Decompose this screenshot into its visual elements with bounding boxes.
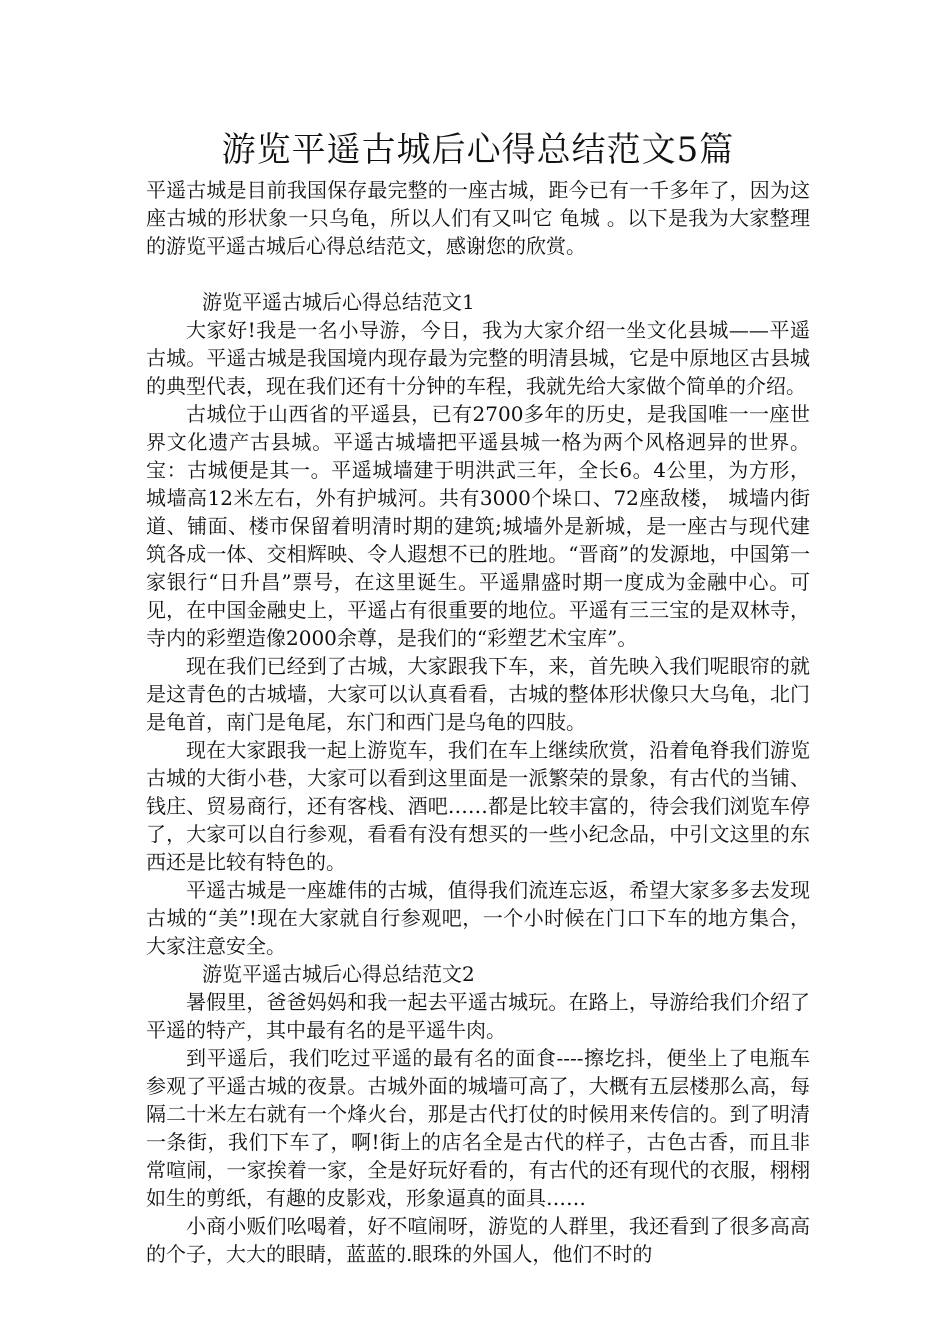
section-heading: 游览平遥古城后心得总结范文1	[202, 290, 475, 314]
body-paragraph: 暑假里，爸爸妈妈和我一起去平遥古城玩。在路上，导游给我们介绍了平遥的特产，其中最有名的是平遥牛肉。	[146, 990, 810, 1042]
document-body	[146, 176, 810, 1268]
body-paragraph: 古城位于山西省的平遥县，已有2700多年的历史，是我国唯一一座世界文化遗产古县城。平遥古城墙把平遥县城一格为两个风格迥异的世界。宝：古城便是其一。平遥城墙建于明洪武三年，全长6。4公里，为方形，城墙高12米左右，外有护城河。共有3000个垛口、72座敌楼， 城墙内街道、铺面、楼市保留着明清时期的建筑;城墙外是新城，是一座古与现代建筑各成一体、交相辉映、令人遐想不已的胜地。“晋商”的发源地，中国第一家银行“日升昌”票号，在这里诞生。平遥鼎盛时期一度成为金融中心。可见，在中国金融史上，平遥占有很重要的地位。平遥有三三宝的是双林寺，寺内的彩塑造像2000余尊，是我们的“彩塑艺术宝库”。	[146, 402, 810, 650]
body-paragraph: 平遥古城是一座雄伟的古城，值得我们流连忘返，希望大家多多去发现古城的“美”!现在大家就自行参观吧，一个小时候在门口下车的地方集合，大家注意安全。	[146, 878, 810, 958]
document-page	[146, 128, 810, 1268]
body-paragraph: 小商小贩们吆喝着，好不喧闹呀，游览的人群里，我还看到了很多高高的个子，大大的眼睛，蓝蓝的.眼珠的外国人，他们不时的	[146, 1214, 810, 1266]
body-paragraph: 大家好!我是一名小导游，今日，我为大家介绍一坐文化县城——平遥古城。平遥古城是我国境内现存最为完整的明清县城，它是中原地区古县城的典型代表，现在我们还有十分钟的车程，我就先给大家做个简单的介绍。	[146, 318, 810, 398]
body-paragraph: 到平遥后，我们吃过平遥的最有名的面食----擦圪抖，便坐上了电瓶车参观了平遥古城的夜景。古城外面的城墙可高了，大概有五层楼那么高，每隔二十米左右就有一个烽火台，那是古代打仗的时候用来传信的。到了明清一条街，我们下车了，啊!街上的店名全是古代的样子，古色古香，而且非常喧闹，一家挨着一家，全是好玩好看的，有古代的还有现代的衣服，栩栩如生的剪纸，有趣的皮影戏，形象逼真的面具……	[146, 1046, 810, 1210]
intro-paragraph: 平遥古城是目前我国保存最完整的一座古城，距今已有一千多年了，因为这座古城的形状象一只乌龟，所以人们有又叫它 龟城 。以下是我为大家整理的游览平遥古城后心得总结范文，感谢您的欣赏。	[146, 178, 810, 258]
body-paragraph: 现在大家跟我一起上游览车，我们在车上继续欣赏，沿着龟脊我们游览古城的大街小巷，大家可以看到这里面是一派繁荣的景象，有古代的当铺、钱庄、贸易商行，还有客栈、酒吧……都是比较丰富的，待会我们浏览车停了，大家可以自行参观，看看有没有想买的一些小纪念品，中引文这里的东西还是比较有特色的。	[146, 738, 810, 874]
section-heading: 游览平遥古城后心得总结范文2	[202, 962, 475, 986]
document-title: 游览平遥古城后心得总结范文5篇	[221, 130, 735, 170]
body-paragraph: 现在我们已经到了古城，大家跟我下车，来，首先映入我们呢眼帘的就是这青色的古城墙，大家可以认真看看，古城的整体形状像只大乌龟，北门是龟首，南门是龟尾，东门和西门是乌龟的四肢。	[146, 654, 810, 734]
